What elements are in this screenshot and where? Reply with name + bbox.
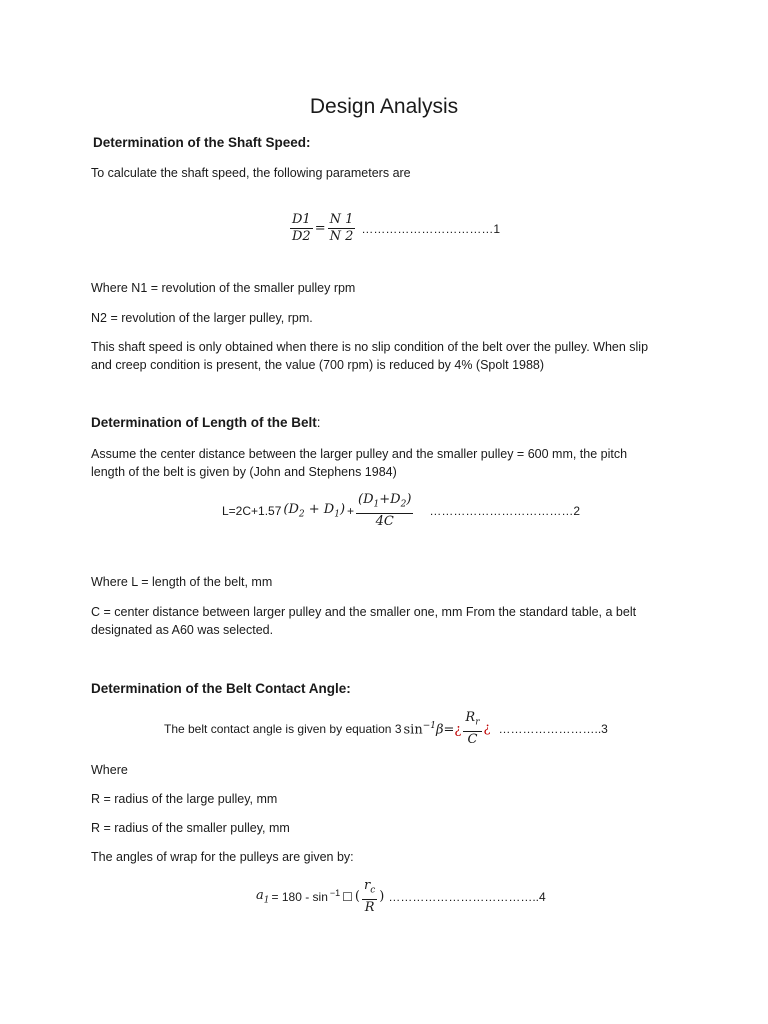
eq-part: (D [283, 502, 299, 517]
fraction-n1-n2 [328, 212, 356, 245]
fraction-r-c [463, 710, 481, 748]
eq-part: sin [403, 721, 423, 737]
eq-part: + D [304, 502, 335, 517]
where-n1-text: Where N1 = revolution of the smaller pulley rpm [91, 281, 356, 295]
eq-part: = 180 - sin [271, 889, 328, 904]
eq-plus: + [347, 503, 355, 518]
fraction-numerator: D1 [292, 212, 311, 227]
fraction-numerator [362, 878, 377, 900]
fraction-denominator: C [467, 731, 478, 747]
fraction-denominator: R [364, 899, 375, 915]
paragraph-line: and creep condition is present, the value (700 rpm) is reduced by 4% (Spolt 1988) [91, 358, 545, 372]
eq-part: ) [379, 889, 385, 905]
heading-contact-angle: Determination of the Belt Contact Angle: [91, 681, 351, 696]
heading-colon: : [316, 415, 321, 430]
fraction-numerator: N 1 [329, 212, 354, 227]
fraction-denominator: 4C [375, 513, 394, 529]
equation-number: ……………………………1 [361, 221, 501, 236]
fraction-d-sum-4c [356, 492, 413, 530]
eq-part: +D [379, 492, 401, 507]
fraction-d1-d2 [290, 212, 313, 245]
superscript: −1 [422, 720, 436, 731]
equation-lead: L=2C+1.57 [222, 503, 282, 518]
subscript: 1 [373, 499, 380, 510]
eq-part: R [465, 710, 476, 725]
n2-text: N2 = revolution of the larger pulley, rpm. [91, 311, 313, 325]
fraction-numerator [463, 710, 481, 732]
where-l-text: Where L = length of the belt, mm [91, 575, 273, 589]
paragraph-line: C = center distance between larger pulley and the smaller one, mm From the standard table, a belt [91, 605, 637, 619]
angles-text: The angles of wrap for the pulleys are given by: [91, 850, 354, 864]
intro-text: To calculate the shaft speed, the following parameters are [91, 166, 411, 180]
subscript: 1 [334, 509, 340, 520]
equals-sign: = [314, 221, 326, 236]
r-large-text: R = radius of the large pulley, mm [91, 792, 278, 806]
equation-3 [164, 710, 608, 748]
equation-lead: The belt contact angle is given by equation 3 [164, 721, 402, 736]
eq-part: ) [339, 502, 346, 517]
fraction-denominator: D2 [292, 229, 311, 244]
fraction-numerator [356, 492, 413, 514]
fraction-denominator: N 2 [329, 229, 354, 244]
where-text: Where [91, 763, 128, 777]
eq-part: r [363, 878, 371, 893]
paragraph-line: Assume the center distance between the larger pulley and the smaller pulley = 600 mm, the pitch [91, 447, 628, 461]
page-title: Design Analysis [309, 95, 459, 118]
fraction-rc-r [362, 878, 377, 916]
subscript: 2 [298, 509, 305, 520]
paragraph-line: length of the belt is given by (John and Stephens 1984) [91, 465, 397, 479]
box-symbol: ☐ [342, 889, 353, 904]
subscript: 2 [400, 499, 407, 510]
paragraph-line: designated as A60 was selected. [91, 623, 274, 637]
equation-2 [222, 492, 580, 530]
eq-part: β= [435, 721, 455, 737]
paragraph-line: This shaft speed is only obtained when there is no slip condition of the belt over the pulley. When slip [91, 340, 649, 354]
heading-shaft-speed: Determination of the Shaft Speed: [93, 135, 311, 150]
r-small-text: R = radius of the smaller pulley, mm [91, 821, 290, 835]
eq-part: ¿ [454, 721, 462, 737]
heading-belt-length [91, 415, 321, 430]
eq-part: ( [354, 889, 360, 905]
equation-number: ……………………..3 [498, 721, 608, 736]
subscript: 1 [263, 895, 270, 906]
superscript: −1 [329, 887, 341, 898]
heading-text: Determination of Length of the Belt [91, 415, 317, 430]
equation-4 [256, 878, 546, 916]
subscript: c [370, 885, 376, 896]
eq-part: ) [406, 492, 412, 507]
eq-part: ¿ [483, 721, 491, 737]
equation-number: ………………………………2 [429, 503, 581, 518]
eq-part: a [256, 888, 264, 903]
subscript: r [475, 717, 480, 728]
equation-1 [290, 210, 500, 245]
eq-part: (D [358, 492, 374, 507]
equation-number: ………………………………..4 [388, 889, 546, 904]
